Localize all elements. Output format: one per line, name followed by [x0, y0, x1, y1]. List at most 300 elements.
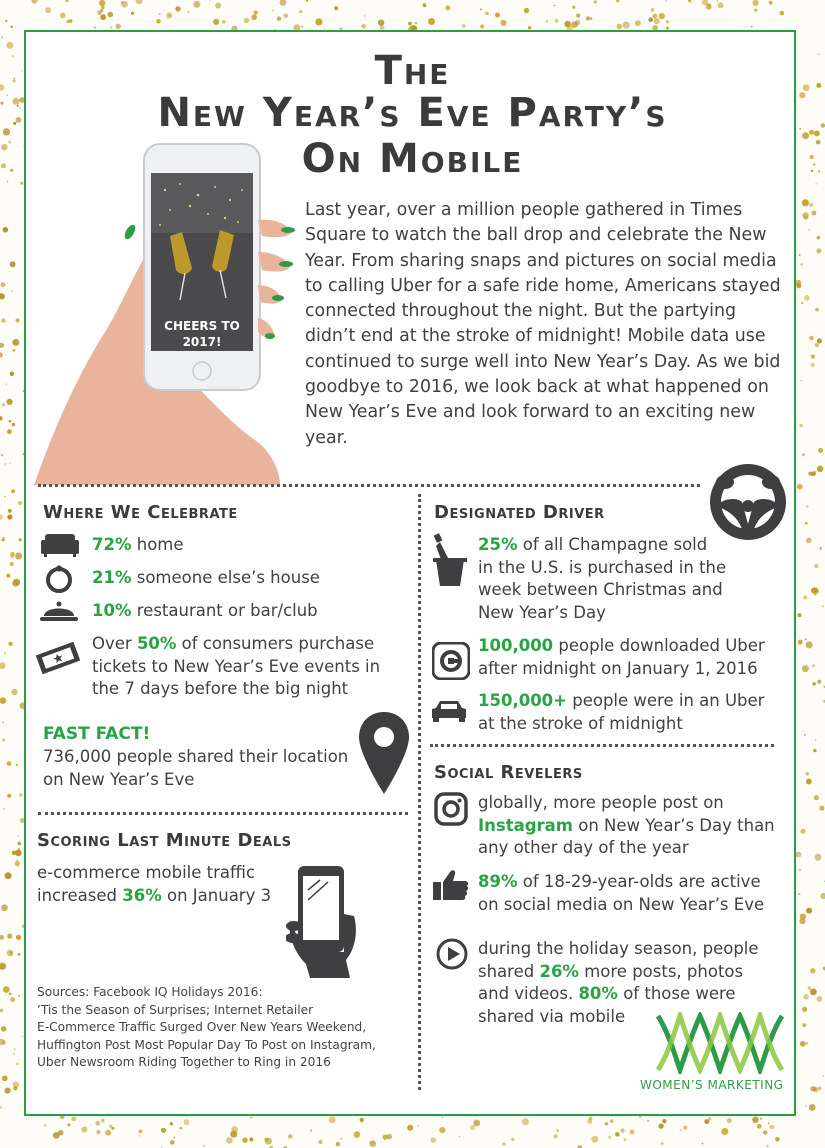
confetti-dot [272, 10, 274, 12]
confetti-dot [254, 11, 258, 15]
confetti-dot [277, 16, 281, 20]
confetti-dot [768, 1122, 770, 1124]
confetti-dot [408, 22, 412, 26]
confetti-dot [170, 1122, 173, 1125]
confetti-dot [816, 248, 821, 253]
confetti-dot [12, 339, 19, 346]
confetti-dot [615, 1132, 620, 1137]
confetti-dot [763, 1130, 767, 1134]
where-item-restaurant: 10% restaurant or bar/club [92, 601, 318, 620]
cloche-icon [40, 598, 78, 624]
confetti-dot [11, 489, 15, 493]
confetti-dot [306, 0, 308, 2]
uber-app-icon [432, 642, 470, 680]
where-item-home: 72% home [92, 535, 184, 554]
confetti-dot [111, 1127, 114, 1130]
confetti-dot [802, 453, 805, 456]
confetti-dot [752, 1117, 759, 1124]
phone-screen-text-1: CHEERS TO [164, 319, 240, 333]
confetti-dot [817, 338, 822, 343]
confetti-dot [511, 1138, 514, 1141]
confetti-dot [100, 14, 106, 20]
confetti-dot [415, 22, 417, 24]
confetti-dot [752, 0, 758, 6]
confetti-dot [798, 640, 803, 645]
confetti-dot [480, 24, 484, 28]
confetti-dot [10, 997, 15, 1002]
confetti-dot [250, 1116, 253, 1119]
confetti-dot [810, 968, 815, 973]
confetti-dot [362, 25, 364, 27]
confetti-dot [817, 236, 820, 239]
confetti-dot [817, 996, 823, 1002]
confetti-dot [2, 739, 5, 742]
confetti-dot [17, 848, 20, 851]
confetti-dot [616, 0, 620, 2]
confetti-dot [378, 20, 384, 26]
confetti-dot [94, 27, 96, 29]
confetti-dot [69, 19, 73, 23]
confetti-dot [4, 652, 6, 654]
where-item-tickets: Over 50% of consumers purchase tickets to New Year’s Eve events in the 7 days before the big night [92, 634, 381, 698]
confetti-dot [6, 384, 7, 385]
confetti-dot [806, 641, 813, 648]
confetti-dot [800, 1041, 806, 1047]
confetti-dot [798, 893, 800, 895]
confetti-dot [244, 18, 249, 23]
confetti-dot [7, 761, 12, 766]
intro-paragraph: Last year, over a million people gathered in Times Square to watch the ball drop and celebrate the New Year. From sharing snaps and pictures on social media to calling Uber for a safe ride home, Americans stayed connected throughout the night. But the partying didn’t end at the stroke of midnight! Mobile data use continued to surge well into New Year’s Day. As we bid goodbye to 2016, we look back at what happened on New Year’s Eve and look forward to an exciting new year. [305, 200, 781, 448]
confetti-dot [10, 261, 16, 267]
confetti-dot [222, 20, 226, 24]
confetti-dot [299, 10, 302, 13]
confetti-dot [802, 199, 809, 206]
confetti-dot [805, 1105, 806, 1106]
confetti-dot [9, 420, 12, 423]
confetti-dot [683, 1126, 687, 1130]
confetti-dot [7, 399, 13, 405]
divider-right [430, 744, 774, 747]
confetti-dot [815, 739, 817, 741]
confetti-dot [11, 689, 17, 695]
confetti-dot [717, 0, 719, 2]
confetti-dot [71, 1116, 76, 1121]
confetti-dot [0, 353, 3, 358]
confetti-dot [13, 1053, 14, 1054]
confetti-dot [3, 986, 10, 993]
confetti-dot [760, 1118, 762, 1120]
confetti-dot [805, 1042, 808, 1045]
confetti-dot [14, 1048, 16, 1050]
ticket-icon [34, 638, 82, 678]
confetti-dot [809, 1104, 816, 1111]
confetti-dot [766, 1145, 768, 1147]
confetti-dot [802, 665, 809, 672]
confetti-dot [795, 852, 801, 858]
confetti-dot [648, 17, 653, 22]
confetti-dot [68, 1123, 71, 1126]
driver-car: 150,000+ people were in an Uber at the stroke of midnight [478, 691, 765, 733]
social-video: during the holiday season, people shared 26% more posts, photos and videos. 80% of those were shared via mobile [478, 939, 759, 1026]
confetti-dot [99, 0, 105, 6]
confetti-dot [799, 424, 802, 427]
confetti-dot [19, 793, 22, 796]
where-item-someone-else: 21% someone else’s house [92, 568, 320, 587]
confetti-dot [0, 514, 3, 520]
confetti-dot [280, 0, 287, 6]
confetti-dot [554, 1134, 558, 1138]
confetti-dot [810, 989, 817, 996]
confetti-dot [418, 1125, 420, 1127]
thumbs-up-icon [432, 868, 470, 902]
confetti-dot [813, 749, 816, 752]
title-line-3: On Mobile [301, 136, 524, 182]
confetti-dot [814, 795, 819, 800]
confetti-dot [590, 17, 593, 20]
confetti-dot [209, 0, 211, 1]
confetti-dot [7, 934, 12, 939]
confetti-dot [721, 1128, 728, 1135]
confetti-dot [161, 1146, 162, 1147]
confetti-dot [18, 995, 20, 997]
confetti-dot [0, 662, 6, 669]
deals-text: e-commerce mobile traffic increased 36% on January 3 [37, 863, 272, 905]
confetti-dot [806, 779, 812, 785]
confetti-dot [815, 308, 819, 312]
fast-fact-heading: FAST FACT! [43, 724, 151, 744]
confetti-dot [3, 227, 9, 233]
divider-vertical [418, 494, 421, 1090]
confetti-dot [473, 1120, 480, 1127]
confetti-dot [428, 18, 435, 25]
confetti-dot [524, 8, 529, 13]
hand-phone-icon [286, 860, 362, 980]
confetti-dot [10, 372, 14, 376]
confetti-dot [105, 1130, 111, 1136]
confetti-dot [811, 363, 815, 367]
confetti-dot [817, 466, 823, 472]
confetti-dot [702, 1143, 704, 1145]
confetti-dot [231, 1126, 238, 1133]
confetti-dot [1, 454, 3, 456]
confetti-dot [11, 290, 12, 291]
confetti-dot [757, 1124, 762, 1129]
confetti-dot [3, 808, 4, 809]
confetti-dot [101, 6, 104, 9]
confetti-dot [591, 1136, 598, 1143]
confetti-dot [215, 3, 221, 9]
confetti-dot [340, 1138, 342, 1140]
confetti-dot [808, 229, 810, 231]
confetti-dot [139, 1135, 141, 1137]
confetti-dot [522, 1118, 529, 1125]
confetti-dot [17, 835, 19, 837]
confetti-dot [819, 806, 824, 811]
confetti-dot [13, 349, 16, 352]
confetti-dot [801, 263, 803, 265]
confetti-dot [690, 2, 691, 3]
confetti-dot [180, 1127, 182, 1129]
confetti-dot [572, 6, 575, 9]
confetti-dot [605, 1122, 608, 1125]
confetti-dot [101, 1119, 105, 1123]
confetti-dot [818, 448, 823, 453]
confetti-dot [806, 538, 812, 544]
confetti-dot [795, 280, 801, 286]
confetti-dot [485, 12, 488, 15]
confetti-dot [812, 211, 817, 216]
confetti-dot [175, 6, 180, 11]
confetti-dot [658, 1123, 663, 1128]
confetti-dot [13, 579, 20, 586]
confetti-dot [5, 20, 7, 22]
confetti-dot [727, 1118, 732, 1123]
confetti-dot [159, 13, 161, 15]
confetti-dot [802, 212, 808, 218]
confetti-dot [12, 423, 15, 426]
confetti-dot [822, 605, 824, 607]
confetti-dot [804, 734, 806, 736]
hand-holding-phone-illustration [30, 140, 310, 490]
confetti-dot [620, 1129, 624, 1133]
confetti-dot [754, 9, 757, 12]
confetti-dot [802, 1023, 806, 1027]
confetti-dot [654, 18, 660, 24]
confetti-dot [814, 564, 818, 568]
confetti-dot [9, 642, 13, 646]
social-instagram: globally, more people post on Instagram on New Year’s Day than any other day of the year [478, 793, 775, 857]
confetti-dot [301, 26, 304, 29]
confetti-dot [139, 1130, 143, 1134]
divider-top [38, 484, 700, 487]
confetti-dot [635, 20, 641, 26]
confetti-dot [251, 14, 257, 20]
confetti-dot [803, 595, 807, 599]
confetti-dot [1, 318, 5, 322]
confetti-dot [0, 697, 6, 704]
confetti-dot [647, 1120, 649, 1122]
confetti-dot [32, 0, 38, 4]
confetti-dot [805, 772, 809, 776]
confetti-dot [802, 1007, 807, 1012]
confetti-dot [17, 842, 21, 846]
deals-heading: Scoring Last Minute Deals [37, 830, 292, 851]
confetti-dot [445, 5, 450, 10]
social-likes: 89% of 18-29-year-olds are active on social media on New Year’s Eve [478, 872, 765, 914]
where-heading: Where We Celebrate [43, 502, 238, 523]
confetti-dot [44, 1124, 47, 1127]
confetti-dot [799, 918, 805, 924]
confetti-dot [19, 538, 22, 541]
confetti-dot [110, 26, 112, 28]
confetti-dot [354, 1131, 361, 1138]
confetti-dot [803, 994, 809, 1000]
confetti-dot [329, 1116, 336, 1123]
confetti-dot [806, 505, 809, 508]
confetti-dot [9, 463, 10, 464]
divider-left [38, 812, 408, 815]
confetti-dot [805, 522, 808, 525]
confetti-dot [1, 36, 3, 38]
confetti-dot [15, 861, 20, 866]
confetti-dot [814, 594, 816, 596]
confetti-dot [666, 20, 669, 23]
confetti-dot [81, 1127, 87, 1133]
confetti-dot [797, 484, 803, 490]
confetti-dot [576, 14, 580, 18]
confetti-dot [442, 1116, 444, 1118]
confetti-dot [593, 0, 597, 4]
confetti-dot [0, 935, 4, 940]
phone-screen-text-2: 2017! [182, 335, 222, 349]
confetti-dot [812, 664, 815, 667]
confetti-dot [336, 1142, 340, 1146]
confetti-dot [804, 295, 810, 301]
confetti-dot [156, 19, 161, 24]
confetti-dot [814, 589, 818, 593]
confetti-dot [22, 1036, 24, 1038]
confetti-dot [811, 471, 816, 476]
confetti-dot [18, 953, 21, 956]
confetti-dot [2, 539, 5, 542]
confetti-dot [554, 5, 556, 7]
confetti-dot [8, 509, 12, 513]
confetti-dot [310, 1130, 312, 1132]
confetti-dot [203, 1145, 205, 1147]
fast-fact-text: 736,000 people shared their location on New Year’s Eve [43, 747, 349, 789]
confetti-dot [0, 1106, 2, 1108]
confetti-dot [480, 8, 482, 10]
confetti-dot [8, 433, 9, 434]
confetti-dot [1, 1026, 6, 1031]
confetti-dot [624, 1138, 627, 1141]
confetti-dot [688, 0, 691, 2]
confetti-dot [173, 1137, 175, 1139]
steering-wheel-icon [708, 462, 788, 542]
confetti-dot [2, 721, 4, 723]
logo-text: WOMEN’S MARKETING [640, 1078, 784, 1092]
confetti-dot [18, 501, 22, 505]
confetti-dot [431, 1137, 437, 1143]
confetti-dot [58, 1130, 64, 1136]
confetti-dot [587, 1119, 592, 1124]
confetti-dot [249, 1138, 253, 1142]
confetti-dot [16, 1063, 19, 1066]
confetti-dot [10, 951, 13, 954]
confetti-dot [546, 21, 548, 23]
confetti-dot [500, 20, 506, 26]
confetti-dot [13, 1086, 17, 1090]
confetti-dot [820, 893, 825, 899]
confetti-dot [16, 318, 20, 322]
confetti-dot [780, 11, 785, 16]
confetti-dot [12, 851, 16, 855]
confetti-dot [503, 1143, 506, 1146]
confetti-dot [60, 13, 66, 19]
instagram-icon [434, 792, 468, 826]
confetti-dot [131, 12, 134, 15]
confetti-dot [242, 1137, 247, 1142]
confetti-dot [800, 829, 805, 834]
confetti-dot [750, 26, 752, 28]
confetti-dot [823, 1075, 824, 1076]
confetti-dot [718, 2, 724, 8]
title-line-1: The [374, 48, 451, 94]
confetti-dot [0, 293, 5, 299]
confetti-dot [775, 1137, 780, 1142]
confetti-dot [161, 1128, 166, 1133]
confetti-dot [812, 682, 816, 686]
confetti-dot [819, 547, 822, 550]
confetti-dot [555, 19, 559, 23]
confetti-dot [288, 1134, 292, 1138]
confetti-dot [116, 24, 121, 29]
confetti-dot [801, 302, 803, 304]
confetti-dot [108, 12, 114, 18]
confetti-dot [9, 993, 12, 996]
confetti-dot [187, 11, 189, 13]
confetti-dot [662, 1119, 666, 1123]
confetti-dot [364, 15, 365, 16]
confetti-dot [213, 19, 219, 25]
wreath-icon [44, 564, 74, 594]
confetti-dot [575, 20, 580, 25]
confetti-dot [283, 13, 288, 18]
confetti-dot [617, 24, 623, 30]
confetti-dot [556, 1129, 559, 1132]
confetti-dot [121, 1, 128, 8]
confetti-dot [653, 14, 658, 19]
confetti-dot [334, 6, 338, 10]
confetti-dot [2, 403, 5, 406]
confetti-dot [470, 1125, 475, 1130]
confetti-dot [816, 183, 817, 184]
confetti-dot [659, 13, 665, 19]
confetti-dot [1, 904, 8, 911]
confetti-dot [799, 254, 801, 256]
confetti-dot [630, 1130, 635, 1135]
confetti-dot [166, 12, 172, 18]
confetti-dot [16, 764, 18, 766]
confetti-dot [815, 854, 822, 861]
confetti-dot [5, 872, 12, 879]
confetti-dot [184, 1119, 190, 1125]
confetti-dot [226, 1137, 233, 1144]
confetti-dot [10, 26, 13, 29]
confetti-dot [423, 3, 426, 6]
confetti-dot [315, 18, 322, 25]
confetti-dot [387, 1134, 392, 1139]
confetti-dot [360, 1118, 364, 1122]
confetti-dot [661, 1142, 664, 1145]
confetti-dot [769, 1, 773, 5]
confetti-dot [680, 1130, 681, 1131]
confetti-dot [706, 4, 712, 10]
car-icon [430, 698, 468, 724]
confetti-dot [809, 336, 814, 341]
confetti-dot [318, 1140, 322, 1144]
confetti-dot [0, 416, 3, 421]
confetti-dot [462, 24, 466, 28]
confetti-dot [770, 1125, 775, 1130]
confetti-dot [4, 496, 5, 497]
confetti-dot [801, 380, 802, 381]
confetti-dot [193, 1, 200, 8]
confetti-dot [370, 1140, 376, 1146]
confetti-dot [45, 7, 51, 13]
confetti-dot [5, 1088, 11, 1094]
confetti-dot [10, 552, 15, 557]
